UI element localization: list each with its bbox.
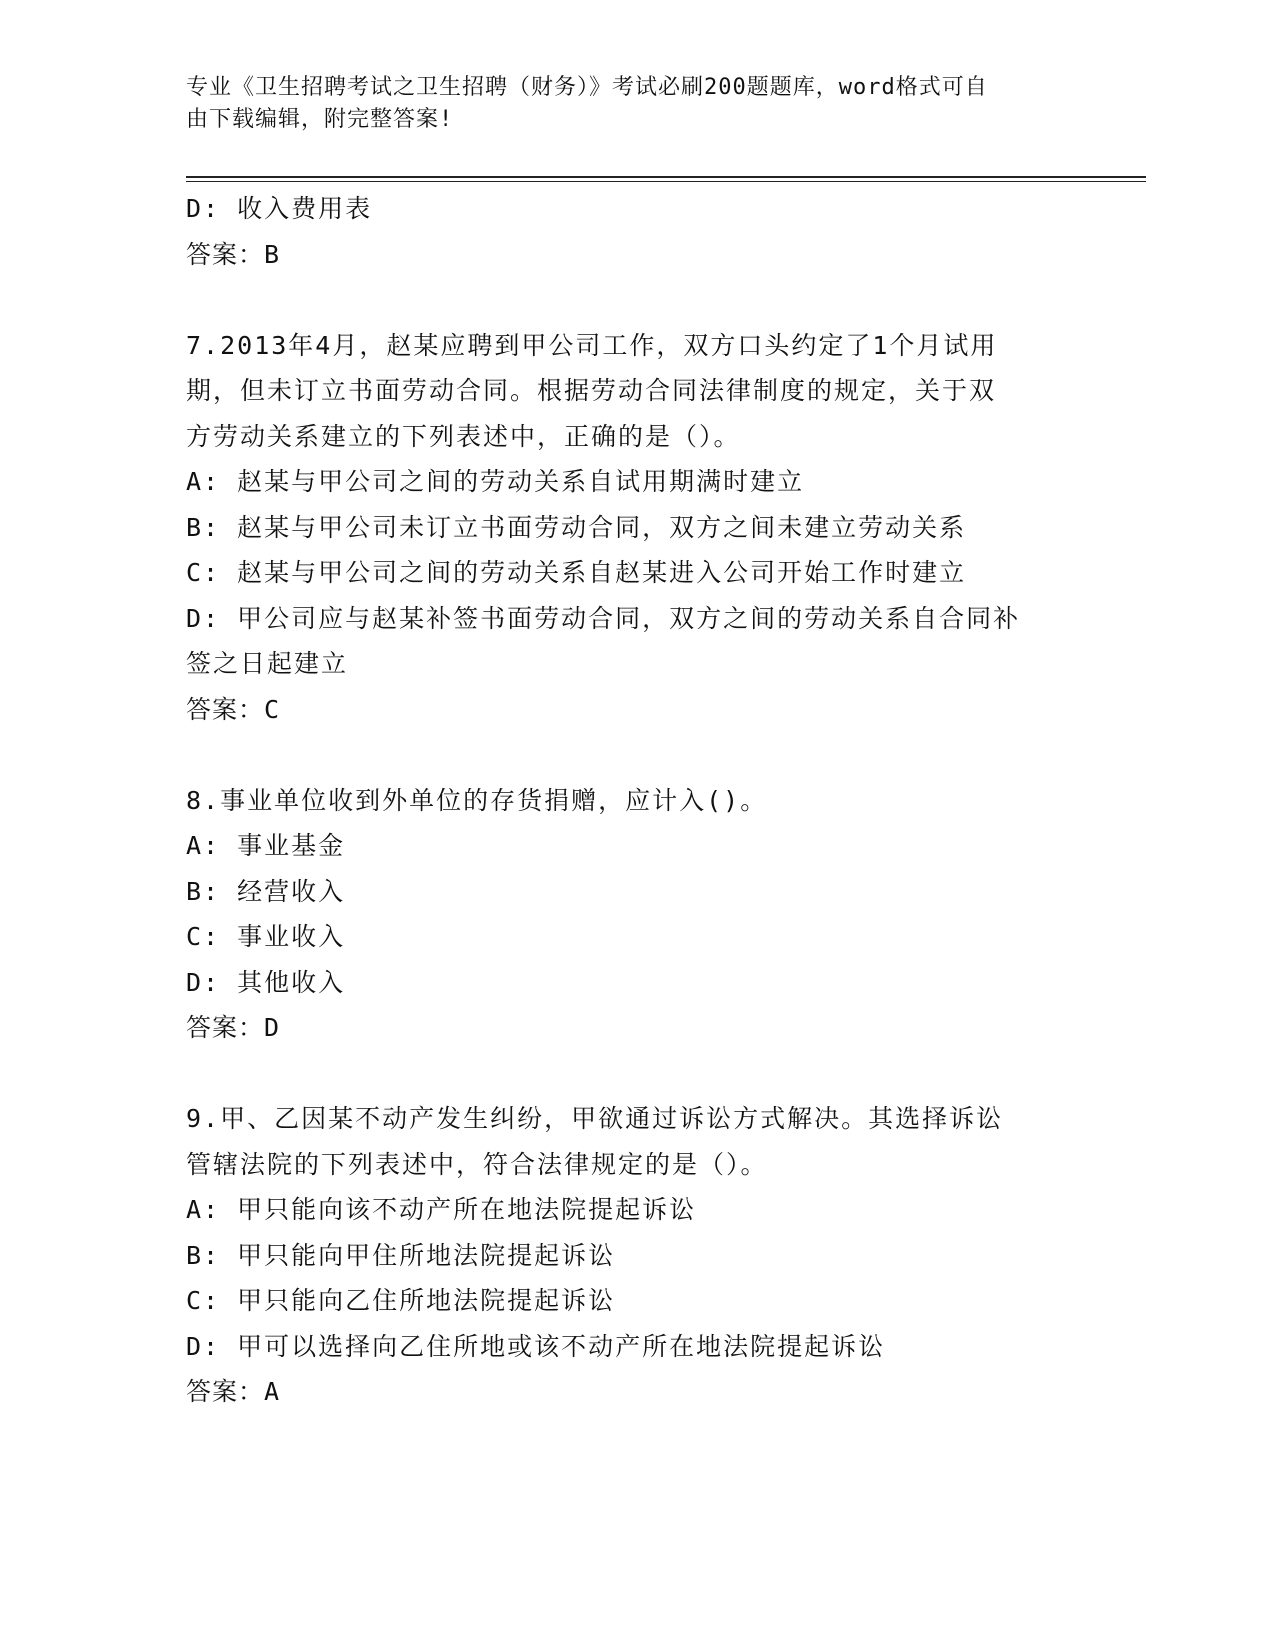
question-7 (186, 323, 1086, 733)
header-divider (186, 176, 1146, 182)
spacer (186, 1051, 1086, 1097)
option-c: C: 赵某与甲公司之间的劳动关系自赵某进入公司开始工作时建立 (186, 558, 967, 587)
spacer (186, 732, 1086, 778)
answer-label: 答案： (186, 1377, 265, 1406)
question-stem-line: 9.甲、乙因某不动产发生纠纷，甲欲通过诉讼方式解决。其选择诉讼 (186, 1104, 1004, 1133)
option-d: D: 甲公司应与赵某补签书面劳动合同，双方之间的劳动关系自合同补 (186, 603, 1021, 633)
answer-label: 答案： (186, 694, 265, 724)
option-d: D: 其他收入 (186, 967, 346, 997)
answer-label: 答案： (186, 239, 265, 269)
spacer (186, 277, 1086, 323)
question-8 (186, 778, 1086, 1051)
option-a: A: 事业基金 (186, 831, 346, 860)
answer-line (186, 1005, 1086, 1051)
answer-value: C (264, 694, 282, 724)
question-list (186, 186, 1086, 1415)
answer-value: B (264, 239, 282, 269)
option-a: A: 甲只能向该不动产所在地法院提起诉讼 (186, 1195, 697, 1224)
option-a: A: 赵某与甲公司之间的劳动关系自试用期满时建立 (186, 467, 805, 496)
question-stem-line: 期，但未订立书面劳动合同。根据劳动合同法律制度的规定，关于双 (186, 376, 997, 405)
option-b: B: 经营收入 (186, 876, 346, 906)
answer-label: 答案： (186, 1013, 265, 1042)
question-9 (186, 1096, 1086, 1415)
option-c: C: 甲只能向乙住所地法院提起诉讼 (186, 1286, 616, 1315)
question-6-tail (186, 186, 1086, 277)
header-line-1: 专业《卫生招聘考试之卫生招聘（财务）》考试必刷200题题库，word格式可自 (186, 75, 988, 100)
option-d-continued: 签之日起建立 (186, 649, 349, 678)
question-stem-line: 8.事业单位收到外单位的存货捐赠，应计入()。 (186, 785, 768, 815)
option-c: C: 事业收入 (186, 922, 346, 951)
answer-line (186, 1369, 1086, 1415)
question-stem-line: 方劳动关系建立的下列表述中，正确的是（）。 (186, 421, 741, 451)
question-stem-line: 管辖法院的下列表述中，符合法律规定的是（）。 (186, 1149, 768, 1179)
header-line-2: 由下载编辑，附完整答案! (186, 107, 454, 132)
option-b: B: 甲只能向甲住所地法院提起诉讼 (186, 1240, 616, 1270)
option-b: B: 赵某与甲公司未订立书面劳动合同，双方之间未建立劳动关系 (186, 512, 967, 542)
answer-line (186, 232, 1086, 278)
page-header (186, 72, 1066, 136)
option-d: D: 甲可以选择向乙住所地或该不动产所在地法院提起诉讼 (186, 1331, 886, 1361)
answer-value: A (264, 1377, 282, 1406)
option-d: D: 收入费用表 (186, 194, 373, 223)
answer-value: D (264, 1013, 282, 1042)
answer-line (186, 687, 1086, 733)
question-stem-line: 7.2013年4月，赵某应聘到甲公司工作，双方口头约定了1个月试用 (186, 330, 998, 360)
